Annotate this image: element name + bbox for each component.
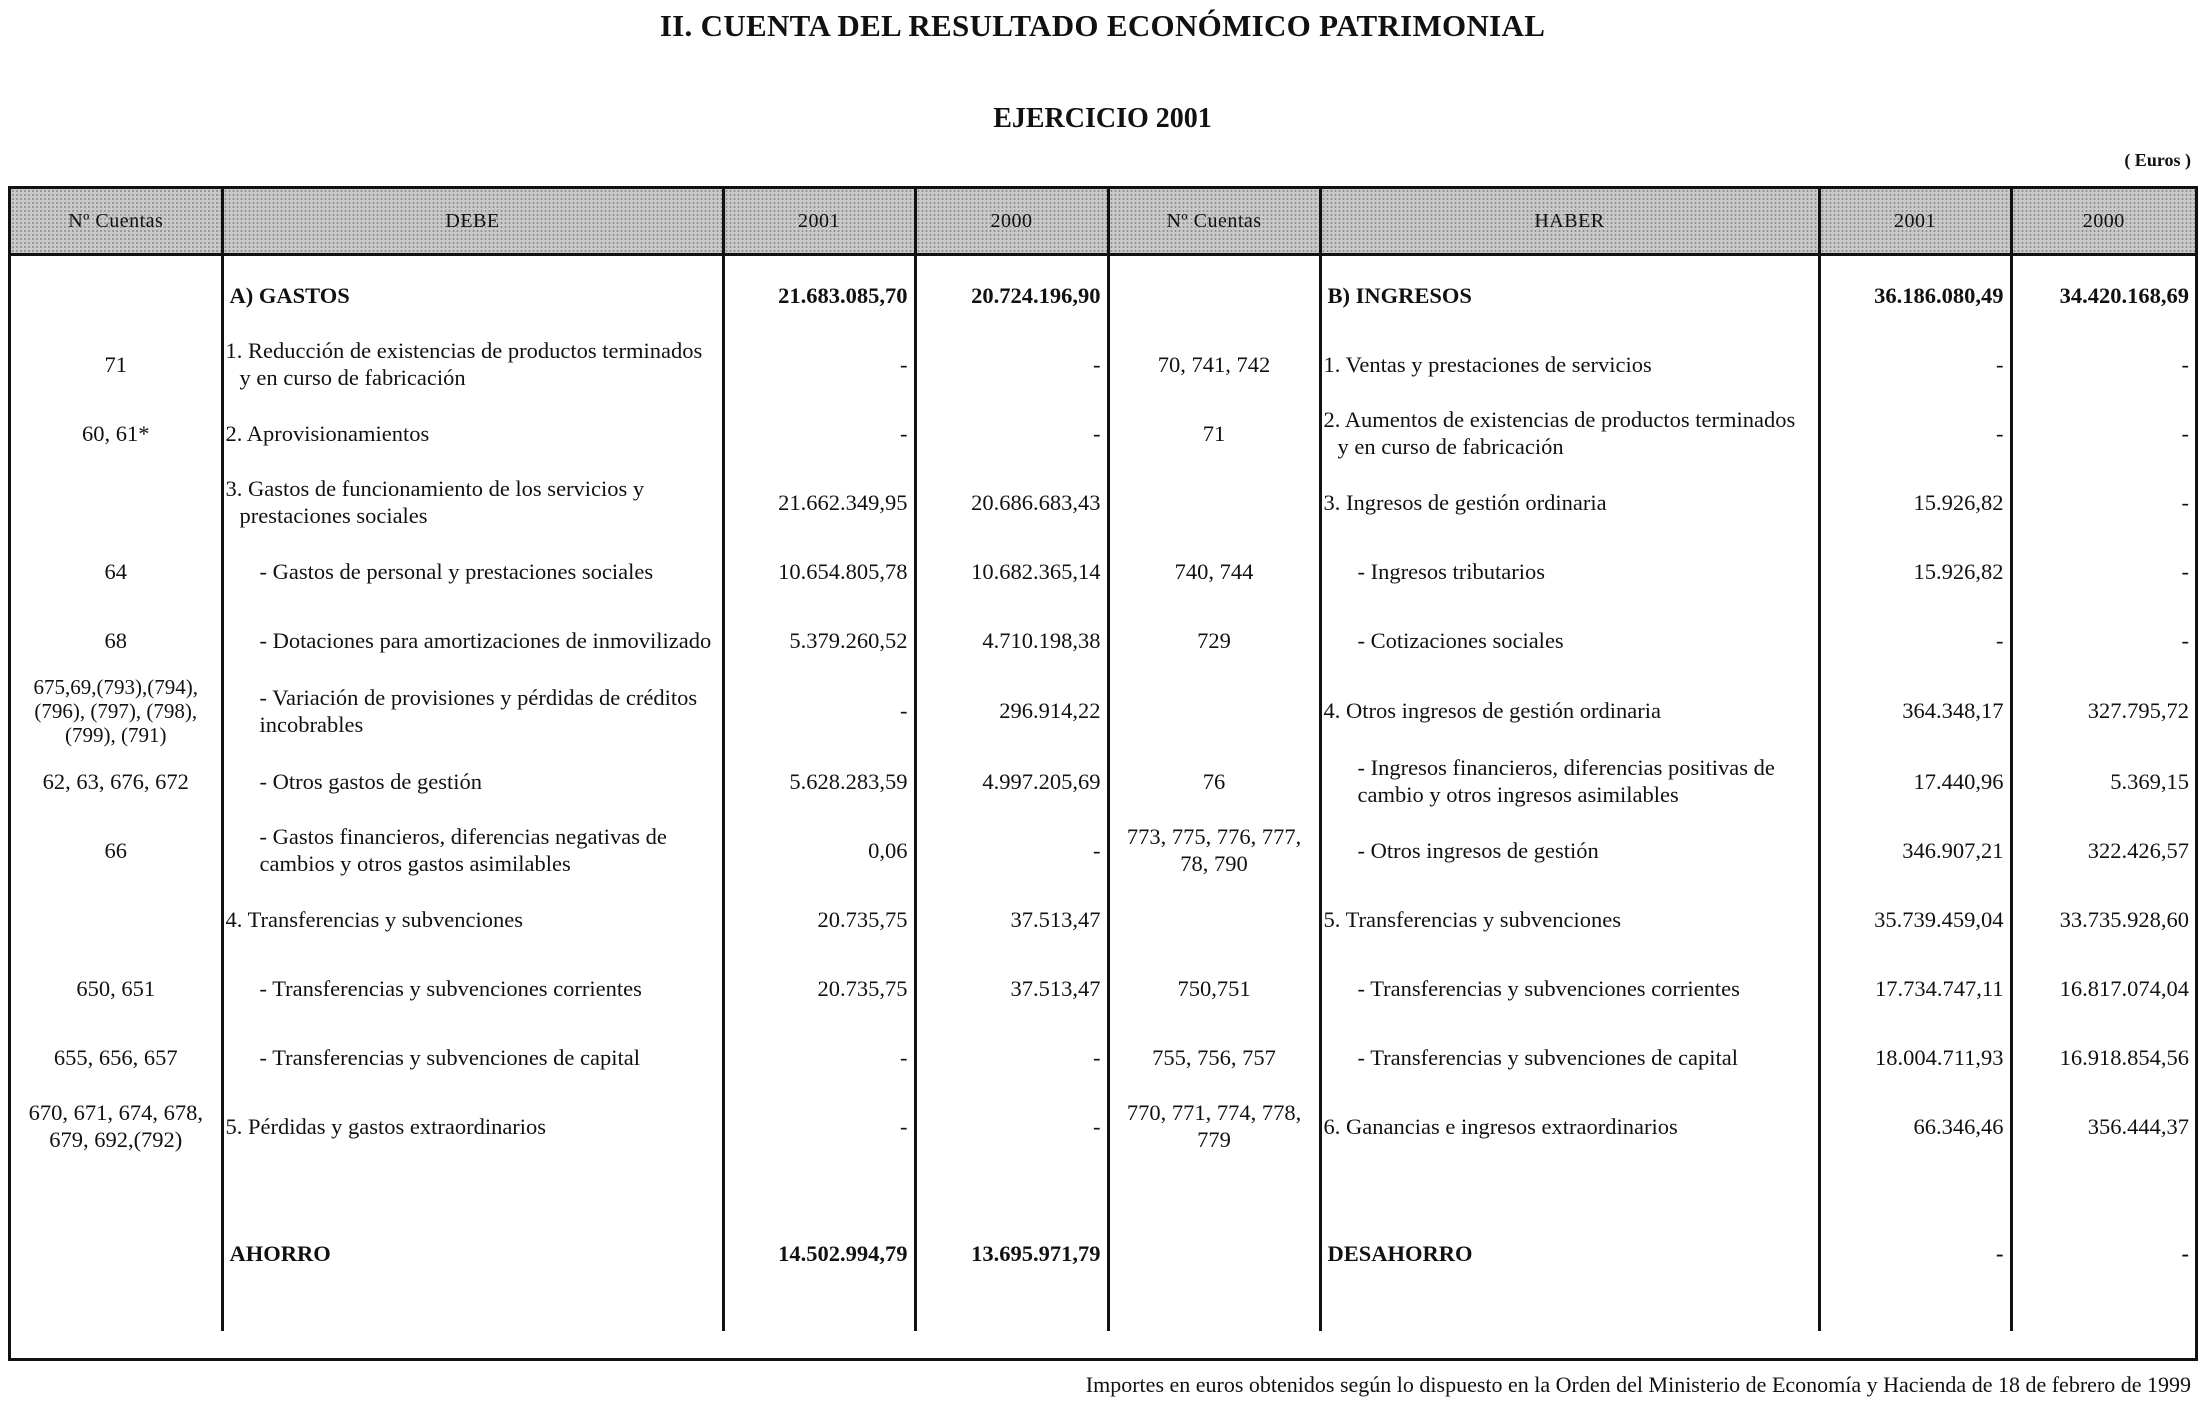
haber-account (1108, 468, 1320, 537)
table-row (11, 954, 2195, 1023)
haber-account: 76 (1108, 747, 1320, 816)
haber-label: - Transferencias y subvenciones de capital (1320, 1023, 1819, 1092)
haber-2000: - (2011, 606, 2195, 675)
debe-label: A) GASTOS (222, 261, 723, 330)
haber-label: 6. Ganancias e ingresos extraordinarios (1320, 1092, 1819, 1161)
debe-2000: 37.513,47 (915, 885, 1108, 954)
table-row-ahorro-desahorro (11, 1161, 2195, 1281)
debe-2001: - (723, 1023, 915, 1092)
table-row (11, 675, 2195, 747)
debe-2000: - (915, 330, 1108, 399)
haber-account (1108, 261, 1320, 330)
haber-label: 3. Ingresos de gestión ordinaria (1320, 468, 1819, 537)
col-header-debe: DEBE (222, 189, 723, 255)
haber-label: 4. Otros ingresos de gestión ordinaria (1320, 675, 1819, 747)
haber-label: - Ingresos financieros, diferencias positivas de cambio y otros ingresos asimilables (1320, 747, 1819, 816)
debe-label: 3. Gastos de funcionamiento de los servicios y prestaciones sociales (222, 468, 723, 537)
haber-2000: - (2011, 330, 2195, 399)
debe-account: 60, 61* (82, 420, 150, 446)
ahorro-2001: 14.502.994,79 (723, 1161, 915, 1281)
debe-label: 4. Transferencias y subvenciones (222, 885, 723, 954)
haber-label: - Transferencias y subvenciones corrientes (1320, 954, 1819, 1023)
debe-2000: 4.710.198,38 (915, 606, 1108, 675)
debe-2001: - (723, 1092, 915, 1161)
table-row (11, 1092, 2195, 1161)
haber-2001: - (1819, 330, 2011, 399)
desahorro-2001: - (1819, 1161, 2011, 1281)
haber-label: - Cotizaciones sociales (1320, 606, 1819, 675)
debe-2000: 4.997.205,69 (915, 747, 1108, 816)
debe-account: 670, 671, 674, 678, 679, 692,(792) (28, 1100, 203, 1152)
haber-label: B) INGRESOS (1320, 261, 1819, 330)
haber-2001: 18.004.711,93 (1819, 1023, 2011, 1092)
debe-label: - Variación de provisiones y pérdidas de créditos incobrables (222, 675, 723, 747)
debe-2001: - (723, 675, 915, 747)
haber-account (1108, 1161, 1320, 1281)
col-header-2000-haber: 2000 (2011, 189, 2195, 255)
debe-2001: 10.654.805,78 (723, 537, 915, 606)
haber-2000: 16.918.854,56 (2011, 1023, 2195, 1092)
haber-2001: 15.926,82 (1819, 537, 2011, 606)
table-row (11, 885, 2195, 954)
debe-2001: 21.662.349,95 (723, 468, 915, 537)
debe-2000: 10.682.365,14 (915, 537, 1108, 606)
debe-label: - Dotaciones para amortizaciones de inmovilizado (222, 606, 723, 675)
results-table (11, 189, 2195, 1331)
debe-2000: 296.914,22 (915, 675, 1108, 747)
haber-account: 729 (1108, 606, 1320, 675)
debe-account: 62, 63, 676, 672 (42, 768, 189, 794)
haber-2000: 34.420.168,69 (2011, 261, 2195, 330)
col-header-cuentas-debe: Nº Cuentas (11, 189, 222, 255)
haber-2000: 16.817.074,04 (2011, 954, 2195, 1023)
page-subtitle: EJERCICIO 2001 (993, 103, 1212, 134)
debe-account: 650, 651 (76, 975, 156, 1001)
haber-2000: 5.369,15 (2011, 747, 2195, 816)
debe-2001: 20.735,75 (723, 885, 915, 954)
haber-2001: 17.734.747,11 (1819, 954, 2011, 1023)
haber-2001: - (1819, 399, 2011, 468)
debe-label: - Otros gastos de gestión (222, 747, 723, 816)
table-header-row (11, 189, 2195, 255)
debe-2000: - (915, 1092, 1108, 1161)
debe-account: 675,69,(793),(794), (796), (797), (798), (799), (791) (33, 674, 198, 747)
debe-2000: - (915, 816, 1108, 885)
haber-account: 750,751 (1108, 954, 1320, 1023)
debe-account (11, 261, 222, 330)
haber-2001: 15.926,82 (1819, 468, 2011, 537)
haber-account: 71 (1108, 399, 1320, 468)
table-row (11, 1023, 2195, 1092)
haber-2000: - (2011, 537, 2195, 606)
debe-label: - Gastos de personal y prestaciones sociales (222, 537, 723, 606)
haber-2000: 327.795,72 (2011, 675, 2195, 747)
ahorro-2000: 13.695.971,79 (915, 1161, 1108, 1281)
haber-2001: 35.739.459,04 (1819, 885, 2011, 954)
desahorro-label: DESAHORRO (1320, 1161, 1819, 1281)
haber-2000: - (2011, 399, 2195, 468)
haber-account: 770, 771, 774, 778, 779 (1108, 1092, 1320, 1161)
debe-2001: 0,06 (723, 816, 915, 885)
table-row (11, 606, 2195, 675)
debe-label: - Gastos financieros, diferencias negativas de cambios y otros gastos asimilables (222, 816, 723, 885)
debe-label: - Transferencias y subvenciones de capital (222, 1023, 723, 1092)
haber-label: 1. Ventas y prestaciones de servicios (1320, 330, 1819, 399)
haber-label: 2. Aumentos de existencias de productos terminados y en curso de fabricación (1320, 399, 1819, 468)
debe-account: 655, 656, 657 (53, 1044, 178, 1070)
col-header-haber: HABER (1320, 189, 1819, 255)
haber-2000: 322.426,57 (2011, 816, 2195, 885)
col-header-2000-debe: 2000 (915, 189, 1108, 255)
desahorro-2000: - (2011, 1161, 2195, 1281)
table-row (11, 537, 2195, 606)
currency-units: ( Euros ) (2124, 150, 2191, 170)
ahorro-label: AHORRO (222, 1161, 723, 1281)
debe-2001: 20.735,75 (723, 954, 915, 1023)
haber-2000: - (2011, 468, 2195, 537)
haber-2001: - (1819, 606, 2011, 675)
debe-label: 5. Pérdidas y gastos extraordinarios (222, 1092, 723, 1161)
haber-label: 5. Transferencias y subvenciones (1320, 885, 1819, 954)
debe-2001: - (723, 330, 915, 399)
haber-label: - Ingresos tributarios (1320, 537, 1819, 606)
footnote: Importes en euros obtenidos según lo dispuesto en la Orden del Ministerio de Economía y Hacienda de 18 de febrero de 1999 (1085, 1372, 2191, 1397)
page-title: II. CUENTA DEL RESULTADO ECONÓMICO PATRIMONIAL (659, 8, 1546, 43)
debe-2000: 37.513,47 (915, 954, 1108, 1023)
debe-account: 66 (104, 837, 127, 863)
debe-account: 71 (104, 351, 127, 377)
debe-account (11, 1161, 222, 1281)
debe-account: 64 (104, 558, 127, 584)
debe-2000: 20.686.683,43 (915, 468, 1108, 537)
col-header-cuentas-haber: Nº Cuentas (1108, 189, 1320, 255)
debe-2001: - (723, 399, 915, 468)
debe-label: 1. Reducción de existencias de productos terminados y en curso de fabricación (222, 330, 723, 399)
table-row (11, 747, 2195, 816)
results-table-frame (8, 186, 2198, 1361)
haber-account (1108, 885, 1320, 954)
table-row (11, 816, 2195, 885)
col-header-2001-haber: 2001 (1819, 189, 2011, 255)
table-row (11, 468, 2195, 537)
debe-2001: 5.628.283,59 (723, 747, 915, 816)
haber-account (1108, 675, 1320, 747)
debe-2000: - (915, 399, 1108, 468)
table-row-gastos-ingresos (11, 261, 2195, 330)
haber-account: 773, 775, 776, 777, 78, 790 (1108, 816, 1320, 885)
haber-account: 755, 756, 757 (1108, 1023, 1320, 1092)
debe-2001: 21.683.085,70 (723, 261, 915, 330)
haber-2001: 36.186.080,49 (1819, 261, 2011, 330)
haber-2000: 33.735.928,60 (2011, 885, 2195, 954)
haber-2001: 66.346,46 (1819, 1092, 2011, 1161)
haber-account: 70, 741, 742 (1108, 330, 1320, 399)
haber-account: 740, 744 (1108, 537, 1320, 606)
haber-2000: 356.444,37 (2011, 1092, 2195, 1161)
debe-account (11, 468, 222, 537)
debe-label: - Transferencias y subvenciones corrientes (222, 954, 723, 1023)
debe-label: 2. Aprovisionamientos (222, 399, 723, 468)
debe-account: 68 (104, 627, 127, 653)
debe-2000: 20.724.196,90 (915, 261, 1108, 330)
debe-2001: 5.379.260,52 (723, 606, 915, 675)
haber-2001: 346.907,21 (1819, 816, 2011, 885)
table-row (11, 330, 2195, 399)
debe-account (11, 885, 222, 954)
haber-2001: 364.348,17 (1819, 675, 2011, 747)
haber-label: - Otros ingresos de gestión (1320, 816, 1819, 885)
col-header-2001-debe: 2001 (723, 189, 915, 255)
haber-2001: 17.440,96 (1819, 747, 2011, 816)
table-row (11, 399, 2195, 468)
filler-row (11, 1281, 2195, 1331)
debe-2000: - (915, 1023, 1108, 1092)
